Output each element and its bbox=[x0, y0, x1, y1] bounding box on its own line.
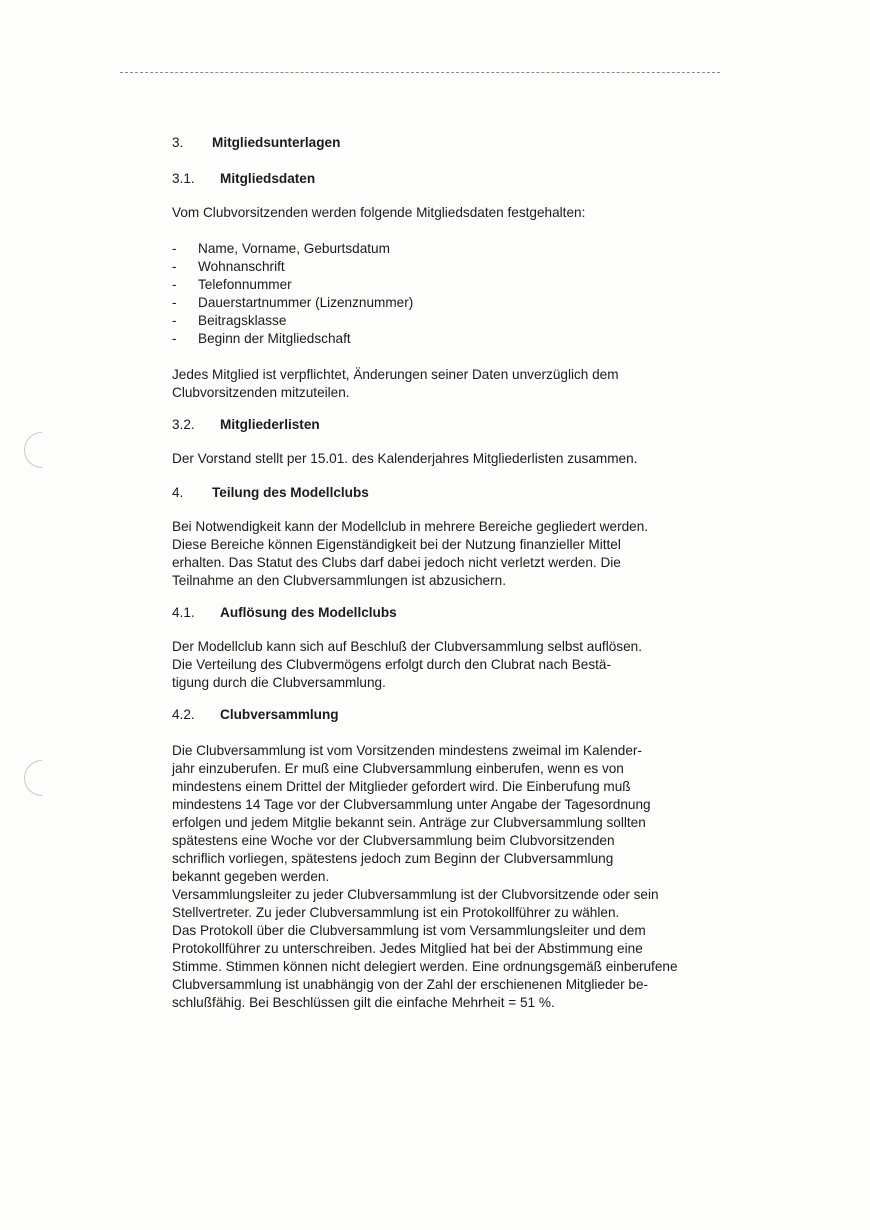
section-number: 3. bbox=[172, 135, 184, 150]
text-line: Stimme. Stimmen können nicht delegiert werden. Eine ordnungsgemäß einberufene bbox=[172, 959, 678, 974]
text-line: Teilnahme an den Clubversammlungen ist abzusichern. bbox=[172, 573, 506, 588]
list-item bbox=[172, 330, 762, 348]
section-title: Auflösung des Modellclubs bbox=[220, 605, 397, 620]
section-number: 3.1. bbox=[172, 171, 195, 186]
text-line: Das Protokoll über die Clubversammlung ist vom Versammlungsleiter und dem bbox=[172, 923, 646, 938]
text-line: Diese Bereiche können Eigenständigkeit bei der Nutzung finanzieller Mittel bbox=[172, 537, 621, 552]
top-dashed-rule bbox=[120, 72, 720, 73]
list-dash: - bbox=[172, 259, 177, 274]
list-item-text: Wohnanschrift bbox=[198, 259, 285, 274]
text-line: schriflich vorliegen, spätestens jedoch zum Beginn der Clubversammlung bbox=[172, 851, 614, 866]
list-dash: - bbox=[172, 241, 177, 256]
paragraph-4-1 bbox=[172, 638, 762, 692]
section-title: Clubversammlung bbox=[220, 707, 339, 722]
section-title: Mitgliedsdaten bbox=[220, 171, 316, 186]
paragraph-3-1 bbox=[172, 366, 762, 402]
section-heading-4-1 bbox=[172, 604, 762, 622]
list-item-text: Name, Vorname, Geburtsdatum bbox=[198, 241, 390, 256]
text-line: bekannt gegeben werden. bbox=[172, 869, 330, 884]
section-heading-3-2 bbox=[172, 416, 762, 434]
list-item bbox=[172, 258, 762, 276]
section-number: 3.2. bbox=[172, 417, 195, 432]
list-item bbox=[172, 294, 762, 312]
text-line: erfolgen und jedem Mitglie bekannt sein. Anträge zur Clubversammlung sollten bbox=[172, 815, 646, 830]
text-line: Protokollführer zu unterschreiben. Jedes Mitglied hat bei der Abstimmung eine bbox=[172, 941, 643, 956]
text-line: Die Clubversammlung ist vom Vorsitzenden mindestens zweimal im Kalender- bbox=[172, 743, 642, 758]
paragraph-3-1-intro: Vom Clubvorsitzenden werden folgende Mitgliedsdaten festgehalten: bbox=[172, 205, 586, 220]
punch-hole-mark bbox=[24, 432, 60, 468]
section-title: Teilung des Modellclubs bbox=[212, 485, 369, 500]
list-item-text: Beitragsklasse bbox=[198, 313, 287, 328]
list-dash: - bbox=[172, 331, 177, 346]
list-dash: - bbox=[172, 313, 177, 328]
text-line: tigung durch die Clubversammlung. bbox=[172, 675, 386, 690]
member-data-list bbox=[172, 240, 762, 348]
text-line: erhalten. Das Statut des Clubs darf dabei jedoch nicht verletzt werden. Die bbox=[172, 555, 621, 570]
section-number: 4. bbox=[172, 485, 184, 500]
list-item-text: Beginn der Mitgliedschaft bbox=[198, 331, 351, 346]
text-line: Stellvertreter. Zu jeder Clubversammlung ist ein Protokollführer zu wählen. bbox=[172, 905, 620, 920]
section-title: Mitgliedsunterlagen bbox=[212, 135, 341, 150]
list-item bbox=[172, 276, 762, 294]
list-item bbox=[172, 312, 762, 330]
text-line: Die Verteilung des Clubvermögens erfolgt durch den Clubrat nach Bestä- bbox=[172, 657, 612, 672]
text-line: Clubversammlung ist unabhängig von der Zahl der erschienenen Mitglieder be- bbox=[172, 977, 649, 992]
text-line: Jedes Mitglied ist verpflichtet, Änderungen seiner Daten unverzüglich dem bbox=[172, 367, 619, 382]
section-heading-4-2 bbox=[172, 706, 762, 724]
list-dash: - bbox=[172, 295, 177, 310]
list-item bbox=[172, 240, 762, 258]
text-line: spätestens eine Woche vor der Clubversammlung beim Clubvorsitzenden bbox=[172, 833, 615, 848]
text-line: schlußfähig. Bei Beschlüssen gilt die einfache Mehrheit = 51 %. bbox=[172, 995, 555, 1010]
text-line: mindestens einem Drittel der Mitglieder gefordert wird. Die Einberufung muß bbox=[172, 779, 631, 794]
section-heading-3 bbox=[172, 134, 762, 152]
paragraph-4-2 bbox=[172, 742, 762, 1012]
section-number: 4.1. bbox=[172, 605, 195, 620]
text-line: mindestens 14 Tage vor der Clubversammlung unter Angabe der Tagesordnung bbox=[172, 797, 651, 812]
document-body bbox=[172, 134, 762, 1012]
text-line: Bei Notwendigkeit kann der Modellclub in mehrere Bereiche gegliedert werden. bbox=[172, 519, 649, 534]
text-line: Der Modellclub kann sich auf Beschluß der Clubversammlung selbst auflösen. bbox=[172, 639, 642, 654]
list-dash: - bbox=[172, 277, 177, 292]
section-title: Mitgliederlisten bbox=[220, 417, 320, 432]
list-item-text: Dauerstartnummer (Lizenznummer) bbox=[198, 295, 414, 310]
text-line: jahr einzuberufen. Er muß eine Clubversammlung einberufen, wenn es von bbox=[172, 761, 624, 776]
section-heading-4 bbox=[172, 484, 762, 502]
text-line: Clubvorsitzenden mitzuteilen. bbox=[172, 385, 350, 400]
section-number: 4.2. bbox=[172, 707, 195, 722]
section-heading-3-1 bbox=[172, 170, 762, 188]
paragraph-3-2: Der Vorstand stellt per 15.01. des Kalenderjahres Mitgliederlisten zusammen. bbox=[172, 451, 638, 466]
list-item-text: Telefonnummer bbox=[198, 277, 292, 292]
punch-hole-mark bbox=[24, 760, 60, 796]
paragraph-4 bbox=[172, 518, 762, 590]
text-line: Versammlungsleiter zu jeder Clubversammlung ist der Clubvorsitzende oder sein bbox=[172, 887, 659, 902]
